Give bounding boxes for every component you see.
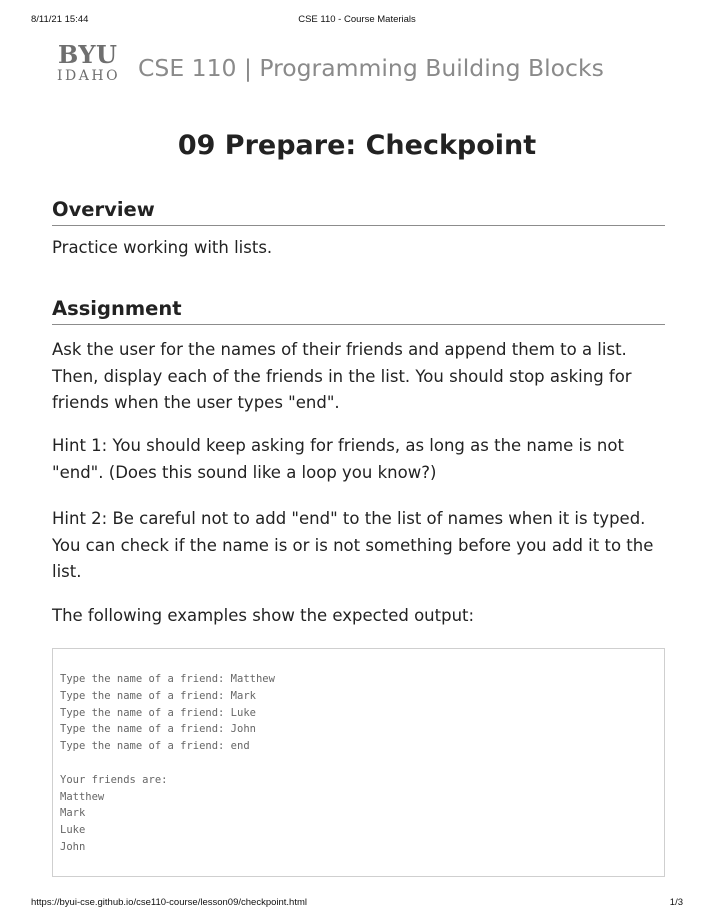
byu-idaho-logo[interactable]	[56, 42, 128, 86]
site-header	[56, 42, 676, 88]
code-line: Type the name of a friend: end	[60, 740, 250, 753]
assignment-paragraph: Ask the user for the names of their friends and append them to a list. Then, display each of the friends in the list. You should stop asking for friends when the user types "end".	[52, 340, 632, 412]
logo-text-top: BYU	[58, 40, 118, 69]
code-line: Your friends are:	[60, 773, 168, 786]
course-title[interactable]: CSE 110 | Programming Building Blocks	[138, 54, 604, 82]
page-number: 1/3	[669, 897, 683, 908]
code-line: Matthew	[60, 790, 105, 803]
assignment-heading: Assignment	[52, 295, 665, 325]
code-line: Mark	[60, 807, 86, 820]
code-line: Type the name of a friend: Luke	[60, 706, 256, 719]
print-url: https://byui-cse.github.io/cse110-course/lesson09/checkpoint.html	[31, 897, 308, 908]
code-line: Luke	[60, 824, 86, 837]
hint-1-paragraph: Hint 1: You should keep asking for friends, as long as the name is not "end". (Does this sound like a loop you know?)	[52, 436, 624, 482]
code-line: Type the name of a friend: John	[60, 723, 256, 736]
overview-text: Practice working with lists.	[52, 238, 273, 257]
code-line: Type the name of a friend: Mark	[60, 689, 256, 702]
code-line-blank	[60, 755, 664, 772]
hint-2-paragraph: Hint 2: Be careful not to add "end" to the list of names when it is typed. You can check if the name is or is not something before you add it to the list.	[52, 509, 654, 581]
code-line: John	[60, 840, 86, 853]
page-title: 09 Prepare: Checkpoint	[177, 130, 537, 161]
print-datetime: 8/11/21 15:44	[31, 14, 89, 25]
logo-text-bottom: IDAHO	[57, 68, 121, 84]
example-output-block	[52, 648, 665, 877]
overview-heading: Overview	[52, 196, 665, 226]
code-line: Type the name of a friend: Matthew	[60, 673, 275, 685]
print-footer	[0, 897, 714, 911]
print-header	[0, 14, 714, 30]
examples-intro: The following examples show the expected output:	[52, 606, 475, 625]
print-doc-title: CSE 110 - Course Materials	[298, 14, 416, 25]
